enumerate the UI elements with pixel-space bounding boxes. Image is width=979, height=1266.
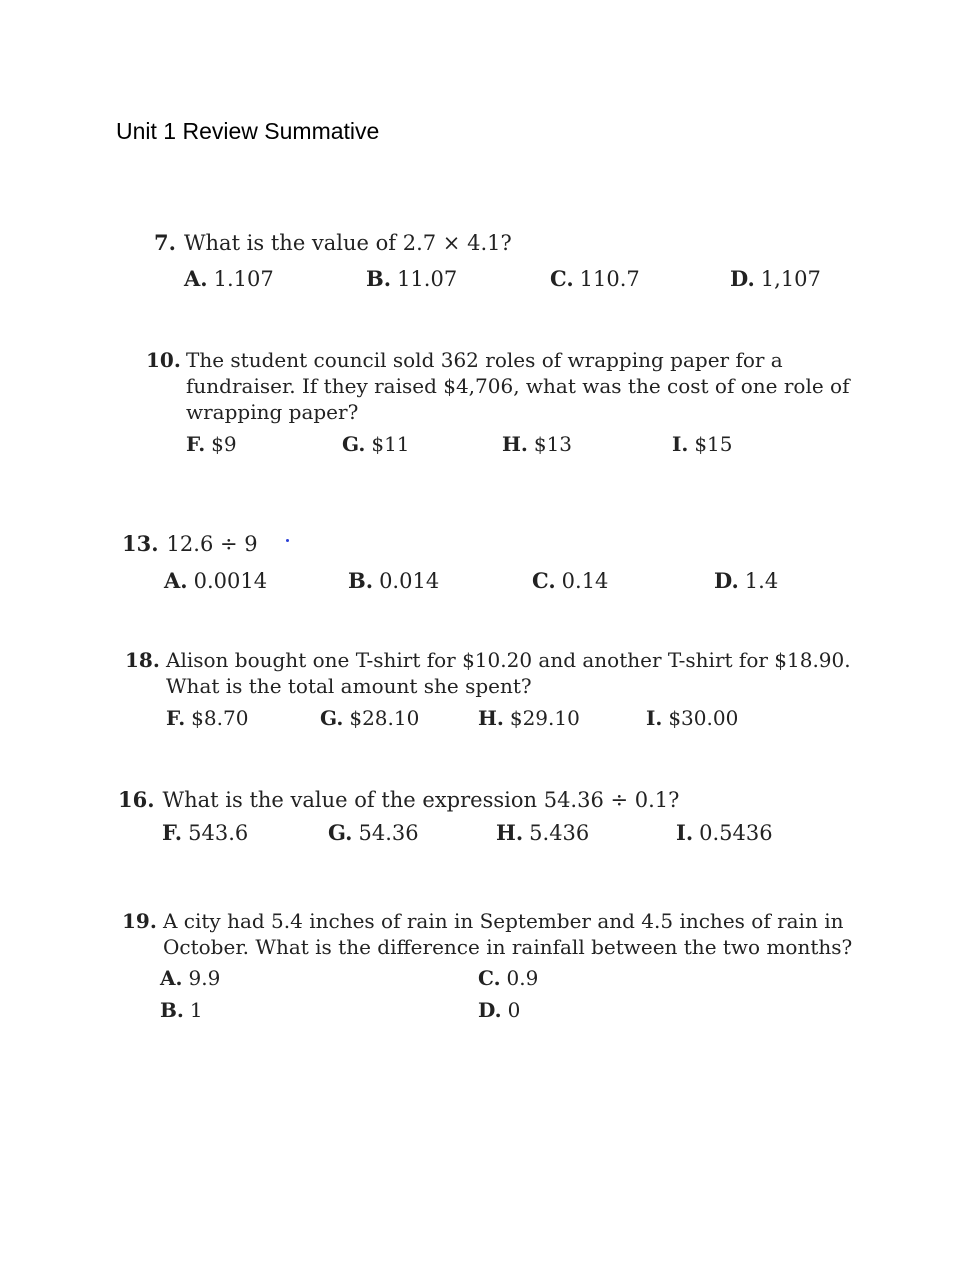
question-stem xyxy=(166,647,851,699)
option-h[interactable] xyxy=(496,820,589,846)
option-letter: B. xyxy=(160,998,184,1022)
option-i[interactable] xyxy=(646,705,738,731)
question-stem xyxy=(186,347,849,425)
question-number: 10. xyxy=(146,348,181,372)
option-letter: B. xyxy=(366,266,392,291)
option-letter: G. xyxy=(342,432,366,456)
option-letter: H. xyxy=(496,820,524,845)
option-letter: C. xyxy=(550,266,574,291)
option-text: $29.10 xyxy=(509,706,580,730)
question-text-line: Alison bought one T-shirt for $10.20 and another T-shirt for $18.90. xyxy=(166,648,851,672)
option-f[interactable] xyxy=(162,820,248,846)
option-letter: F. xyxy=(162,820,183,845)
option-c[interactable] xyxy=(550,266,640,292)
option-letter: G. xyxy=(320,706,344,730)
option-text: $11 xyxy=(371,432,410,456)
option-letter: C. xyxy=(532,568,556,593)
option-text: $15 xyxy=(694,432,733,456)
option-text: $13 xyxy=(533,432,573,456)
option-letter: A. xyxy=(160,966,183,990)
option-letter: C. xyxy=(478,966,501,990)
option-text: 1.107 xyxy=(213,267,274,291)
option-text: 5.436 xyxy=(529,821,590,845)
option-text: 9.9 xyxy=(188,966,221,990)
question-text: 12.6 ÷ 9 xyxy=(166,532,258,556)
option-g[interactable] xyxy=(328,820,419,846)
option-f[interactable] xyxy=(166,705,248,731)
question-16 xyxy=(118,787,838,845)
option-text: 1.4 xyxy=(744,569,779,593)
question-stem xyxy=(118,787,838,813)
option-letter: D. xyxy=(478,998,502,1022)
option-text: 0 xyxy=(507,998,521,1022)
option-g[interactable] xyxy=(320,705,419,731)
option-text: 0.5436 xyxy=(699,821,773,845)
option-letter: B. xyxy=(348,568,374,593)
option-letter: I. xyxy=(646,706,663,730)
question-text: What is the value of the expression 54.36 ÷ 0.1? xyxy=(162,788,680,812)
option-letter: I. xyxy=(672,432,689,456)
question-13 xyxy=(122,531,842,593)
option-text: 0.0014 xyxy=(193,569,268,593)
page-title: Unit 1 Review Summative xyxy=(116,118,380,144)
option-b[interactable] xyxy=(348,568,439,594)
question-text-line: wrapping paper? xyxy=(186,400,359,424)
option-text: 1,107 xyxy=(760,267,821,291)
question-stem xyxy=(163,908,852,960)
question-number: 18. xyxy=(125,648,160,672)
option-i[interactable] xyxy=(676,820,773,846)
question-text-line: fundraiser. If they raised $4,706, what was the cost of one role of xyxy=(186,374,850,398)
option-a[interactable] xyxy=(160,965,220,991)
stray-dot-mark xyxy=(286,539,289,542)
question-stem xyxy=(122,531,842,557)
option-letter: G. xyxy=(328,820,353,845)
option-letter: H. xyxy=(478,706,504,730)
option-letter: A. xyxy=(184,266,208,291)
question-text: What is the value of 2.7 × 4.1? xyxy=(183,231,512,255)
option-a[interactable] xyxy=(184,266,274,292)
question-number: 7. xyxy=(154,230,176,255)
option-h[interactable] xyxy=(502,431,572,457)
option-f[interactable] xyxy=(186,431,237,457)
question-text-line: A city had 5.4 inches of rain in September and 4.5 inches of rain in xyxy=(163,909,844,933)
option-text: 110.7 xyxy=(579,267,640,291)
option-letter: F. xyxy=(186,432,206,456)
question-7 xyxy=(154,230,874,291)
option-d[interactable] xyxy=(714,568,778,594)
question-text-line: October. What is the difference in rainfall between the two months? xyxy=(163,935,853,959)
option-text: 1 xyxy=(189,998,203,1022)
option-a[interactable] xyxy=(164,568,267,594)
option-letter: I. xyxy=(676,820,694,845)
option-letter: A. xyxy=(164,568,188,593)
option-text: 543.6 xyxy=(188,821,249,845)
option-c[interactable] xyxy=(478,965,538,991)
option-d[interactable] xyxy=(478,997,520,1023)
option-text: 0.9 xyxy=(506,966,539,990)
option-letter: F. xyxy=(166,706,186,730)
option-d[interactable] xyxy=(730,266,821,292)
option-text: 11.07 xyxy=(397,267,458,291)
option-c[interactable] xyxy=(532,568,608,594)
option-text: $28.10 xyxy=(349,706,420,730)
option-letter: D. xyxy=(714,568,739,593)
option-i[interactable] xyxy=(672,431,733,457)
option-text: $9 xyxy=(211,432,237,456)
question-number: 13. xyxy=(122,531,159,556)
option-h[interactable] xyxy=(478,705,580,731)
question-stem xyxy=(154,230,874,256)
option-text: $8.70 xyxy=(191,706,249,730)
option-b[interactable] xyxy=(366,266,457,292)
option-text: 0.14 xyxy=(561,569,609,593)
question-number: 19. xyxy=(122,909,157,933)
option-b[interactable] xyxy=(160,997,203,1023)
option-text: 0.014 xyxy=(379,569,440,593)
option-letter: H. xyxy=(502,432,528,456)
question-number: 16. xyxy=(118,787,155,812)
option-g[interactable] xyxy=(342,431,410,457)
option-text: 54.36 xyxy=(358,821,419,845)
question-text-line: What is the total amount she spent? xyxy=(166,674,532,698)
question-text-line: The student council sold 362 roles of wrapping paper for a xyxy=(186,348,783,372)
option-letter: D. xyxy=(730,266,755,291)
option-text: $30.00 xyxy=(668,706,739,730)
